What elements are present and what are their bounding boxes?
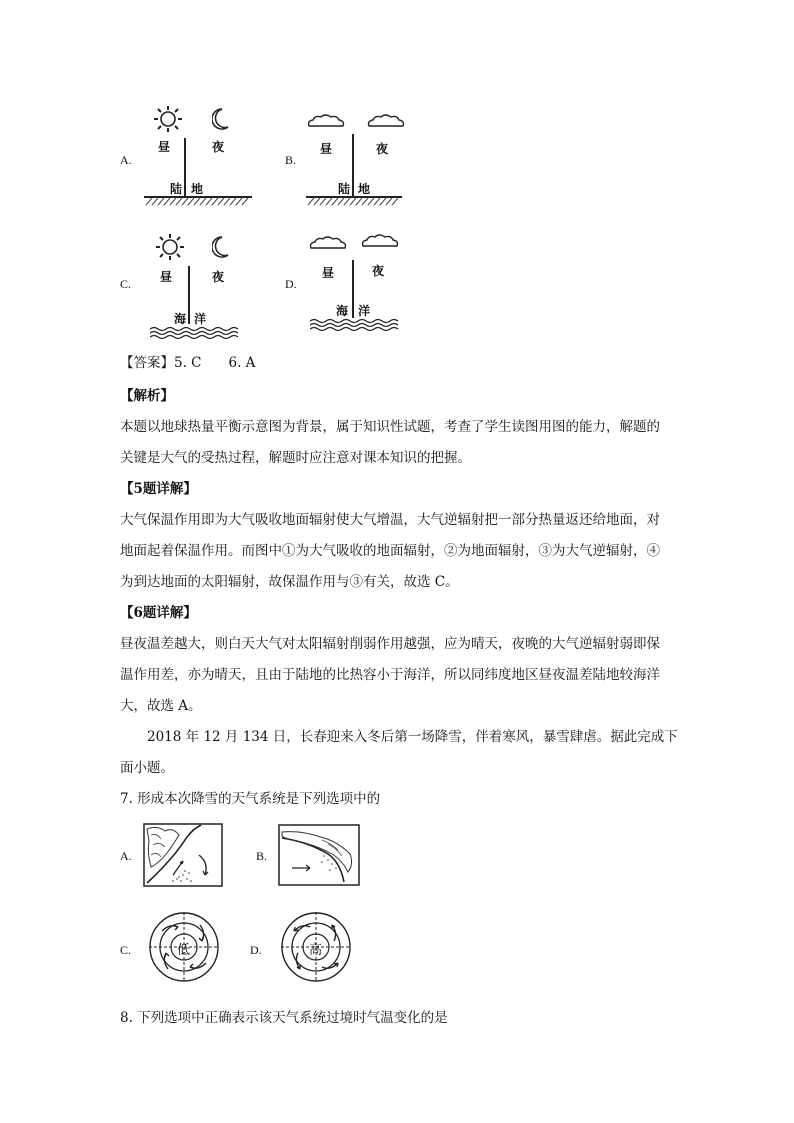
high-pressure-label: 高: [309, 943, 323, 958]
land-surface-icon: [306, 196, 402, 206]
surface-label-a: 陆: [338, 182, 351, 196]
intro-line: 2018 年 12 月 134 日，长春迎来入冬后第一场降雪，伴着寒风，暴雪肆虐。据此完成下: [147, 729, 678, 745]
day-label: 昼: [322, 266, 335, 280]
divider-line: [352, 260, 354, 318]
ocean-surface-icon: [310, 318, 400, 332]
q6-heading: 【6题详解】: [120, 605, 197, 621]
q6-option-b-figure: [306, 102, 402, 208]
surface-label-b: 洋: [194, 312, 207, 326]
day-label: 昼: [320, 142, 333, 156]
cloud-icon: [366, 112, 406, 130]
analysis-line: 关键是大气的受热过程，解题时应注意对课本知识的把握。: [120, 450, 471, 466]
anticyclone-diagram: [280, 911, 352, 983]
cloud-icon: [306, 112, 346, 130]
surface-label-b: 洋: [358, 304, 371, 318]
q6-line: 大，故选 A。: [120, 698, 202, 714]
question-7: 7. 形成本次降雪的天气系统是下列选项中的: [120, 791, 381, 807]
land-surface-icon: [144, 196, 252, 206]
night-label: 夜: [212, 140, 225, 154]
q7-option-c-letter: C.: [120, 943, 132, 957]
divider-line: [184, 138, 186, 196]
q5-line: 大气保温作用即为大气吸收地面辐射使大气增温，大气逆辐射把一部分热量返还给地面，对: [120, 512, 660, 528]
q5-line: 为到达地面的太阳辐射，故保温作用与③有关，故选 C。: [120, 574, 459, 590]
intro-line: 面小题。: [120, 760, 174, 776]
day-label: 昼: [160, 270, 173, 284]
q7-option-b-letter: B.: [256, 849, 268, 863]
moon-icon: [212, 235, 230, 259]
surface-label-a: 陆: [170, 182, 183, 196]
cold-front-diagram: [143, 823, 223, 887]
q6-option-a-letter: A.: [120, 153, 132, 167]
q7-option-d-letter: D.: [250, 943, 262, 957]
moon-icon: [212, 107, 230, 131]
q6-option-a-figure: [144, 102, 252, 208]
answer-line: 【答案】5. C 6. A: [120, 355, 256, 371]
ocean-surface-icon: [150, 326, 238, 340]
q6-option-d-figure: [306, 230, 400, 338]
q6-option-d-letter: D.: [285, 277, 297, 291]
q6-option-c-figure: [150, 230, 238, 342]
surface-label-a: 海: [336, 304, 349, 318]
sun-icon: [150, 232, 190, 262]
analysis-heading: 【解析】: [120, 388, 174, 404]
night-label: 夜: [212, 270, 225, 284]
surface-label-b: 地: [191, 182, 204, 196]
cyclone-diagram: [148, 911, 220, 983]
divider-line: [188, 266, 190, 324]
q6-option-c-letter: C.: [120, 277, 132, 291]
q5-heading: 【5题详解】: [120, 481, 197, 497]
night-label: 夜: [376, 142, 389, 156]
q6-option-b-letter: B.: [285, 153, 297, 167]
low-pressure-label: 低: [177, 943, 191, 958]
cloud-icon: [360, 232, 400, 250]
surface-label-a: 海: [174, 312, 187, 326]
question-8: 8. 下列选项中正确表示该天气系统过境时气温变化的是: [120, 1010, 448, 1026]
q6-line: 昼夜温差越大，则白天大气对太阳辐射削弱作用越强，应为晴天，夜晚的大气逆辐射弱即保: [120, 636, 660, 652]
q5-line: 地面起着保温作用。而图中①为大气吸收的地面辐射，②为地面辐射，③为大气逆辐射，④: [120, 543, 660, 559]
analysis-line: 本题以地球热量平衡示意图为背景，属于知识性试题，考查了学生读图用图的能力，解题的: [120, 419, 660, 435]
divider-line: [352, 134, 354, 196]
night-label: 夜: [372, 264, 385, 278]
warm-front-diagram: [278, 824, 360, 886]
q7-option-a-letter: A.: [120, 849, 132, 863]
q6-line: 温作用差，亦为晴天，且由于陆地的比热容小于海洋，所以同纬度地区昼夜温差陆地较海洋: [120, 667, 660, 683]
sun-icon: [148, 104, 188, 134]
day-label: 昼: [158, 140, 171, 154]
cloud-icon: [308, 234, 348, 252]
surface-label-b: 地: [358, 182, 371, 196]
